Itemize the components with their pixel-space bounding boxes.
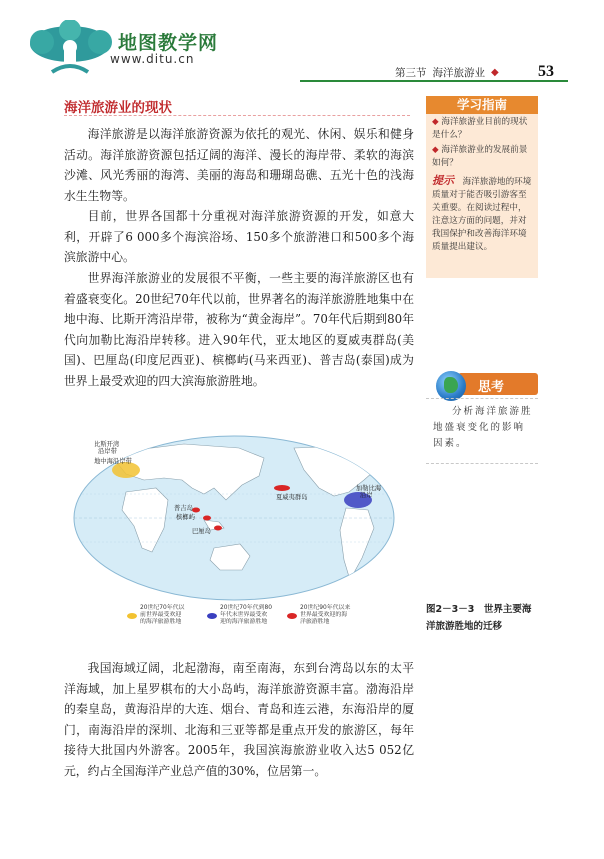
legend-text: 世界最受欢迎的海 — [300, 612, 348, 618]
study-guide-title: 学习指南 — [426, 96, 538, 114]
legend-swatch-red — [287, 613, 297, 619]
header-topic: 海洋旅游业 — [432, 67, 485, 79]
tree-logo-icon — [22, 20, 122, 80]
header-rule — [300, 80, 568, 82]
legend-text: 洋旅游胜地 — [300, 619, 330, 625]
guide-item — [426, 142, 538, 170]
paragraph-1: 海洋旅游是以海洋旅游资源为依托的观光、休闲、娱乐和健身活动。海洋旅游资源包括辽阔的海洋、漫长的海岸带、柔软的海滨沙滩、风光秀丽的海湾、美丽的海岛和珊瑚岛礁、五光十色的浅海水生生物等。 — [64, 127, 414, 203]
guide-item-text: 海洋旅游业目前的现状是什么？ — [432, 117, 528, 140]
study-guide-box — [426, 96, 538, 278]
figure-caption: 图2－3－3 世界主要海洋旅游胜地的迁移 — [426, 604, 532, 632]
label-bali: 巴厘岛 — [192, 528, 211, 535]
map-legend — [127, 603, 350, 625]
globe-icon — [436, 371, 466, 401]
diamond-icon: ◆ — [432, 117, 442, 127]
greenland — [326, 436, 356, 452]
label-hawaii: 夏威夷群岛 — [276, 494, 308, 501]
legend-text: 20世纪90年代以来 — [300, 605, 351, 611]
legend-text: 前世界最受欢迎 — [140, 612, 182, 618]
guide-item-text: 海洋旅游业的发展前景如何？ — [432, 145, 528, 168]
label-penang: 槟榔屿 — [176, 514, 195, 521]
legend-swatch-yellow — [127, 613, 137, 619]
label-biscay-2: 沿岸带 — [98, 448, 117, 455]
header-section: 第三节 — [395, 67, 427, 79]
label-caribbean: 加勒比海 — [356, 485, 382, 492]
tip-label: 提示 — [432, 174, 454, 187]
diamond-icon: ◆ — [491, 67, 499, 78]
guide-item — [426, 114, 538, 142]
legend-text: 迎的海洋旅游胜地 — [220, 619, 268, 625]
guide-tip — [426, 170, 538, 254]
page-number: 53 — [538, 63, 554, 80]
legend-text: 的海洋旅游胜地 — [140, 619, 182, 625]
label-caribbean-2: 沿岸 — [360, 492, 373, 499]
think-text: 分析海洋旅游胜地盛衰变化的影响因素。 — [433, 406, 533, 449]
running-header — [395, 64, 530, 81]
paragraph-4: 我国海域辽阔，北起渤海，南至南海，东到台湾岛以东的太平洋海域，加上星罗棋布的大小岛屿，海洋旅游资源丰富。渤海沿岸的秦皇岛，黄海沿岸的大连、烟台、青岛和连云港，东海沿岸的厦门，南海沿岸的深圳、北海和三亚等都是重点开发的旅游区，每年接待大批国内外游客。2005年，我国滨海旅游业收入达5 052亿元，约占全国海洋产业总产值的30%，位居第一。 — [64, 661, 414, 778]
label-med: 地中海沿岸带 — [94, 458, 132, 465]
tip-text: 海洋旅游地的环境质量对于能否吸引游客至关重要。在阅读过程中，注意这方面的问题，并对我国保护和改善海洋环境质量提出建议。 — [432, 177, 532, 252]
bali-marker — [214, 526, 222, 531]
phuket-marker — [192, 508, 200, 513]
diamond-icon: ◆ — [432, 145, 442, 155]
section-divider — [64, 115, 410, 117]
legend-text: 年代末世界最受欢 — [220, 612, 268, 618]
legend-text: 20世纪70年代以 — [140, 605, 185, 611]
penang-marker — [203, 516, 211, 521]
logo-url[interactable]: www.ditu.cn — [110, 52, 195, 66]
world-map-figure — [64, 430, 414, 630]
label-phuket: 普吉岛 — [174, 505, 193, 512]
legend-text: 20世纪70年代到80 — [220, 605, 272, 611]
label-biscay: 比斯开湾 — [94, 441, 120, 448]
think-label: 思考 — [478, 380, 505, 395]
legend-swatch-blue — [207, 613, 217, 619]
paragraph-2: 目前，世界各国都十分重视对海洋旅游资源的开发，如意大利，开辟了6 000多个海滨浴场、150多个旅游港口和500多个海滨旅游中心。 — [64, 209, 414, 264]
section-title: 海洋旅游业的现状 — [64, 100, 172, 116]
logo-title: 地图教学网 — [118, 32, 219, 54]
paragraph-3: 世界海洋旅游业的发展很不平衡，一些主要的海洋旅游区也有着盛衰变化。20世纪70年代以前，世界著名的海洋旅游胜地集中在地中海、比斯开湾沿岸带，被称为“黄金海岸”。70年代后期到80年代向加勒比海沿岸转移。进入90年代，亚太地区的夏威夷群岛(美国)、巴厘岛(印度尼西亚)、槟榔屿(马来西亚)、普吉岛(泰国)成为世界上最受欢迎的四大滨海旅游胜地。 — [64, 271, 414, 388]
hawaii-marker — [274, 485, 290, 491]
